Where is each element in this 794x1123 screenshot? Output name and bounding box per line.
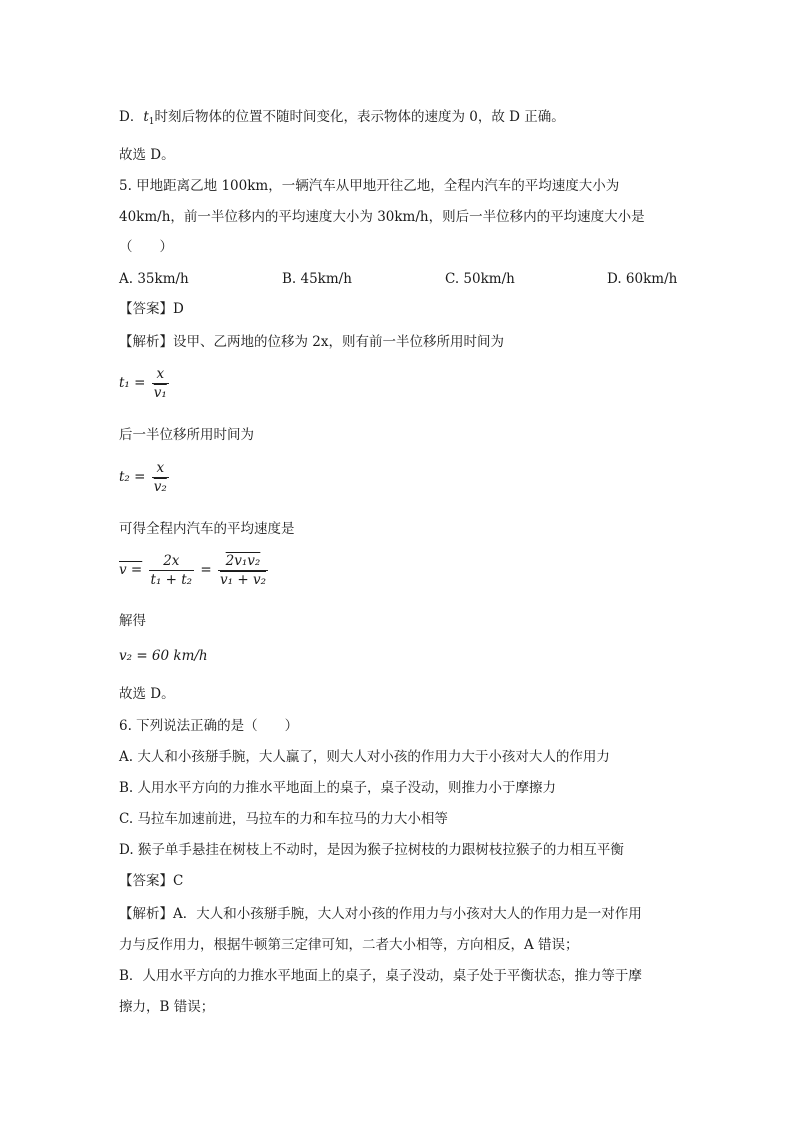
q5-stem-line1: 5. 甲地距离乙地 100km，一辆汽车从甲地开往乙地，全程内汽车的平均速度大小为 — [119, 178, 620, 194]
q5-text3: 可得全程内汽车的平均速度是 — [119, 521, 295, 537]
q6-analysis-a2: 力与反作用力，根据牛顿第三定律可知，二者大小相等，方向相反，A 错误； — [119, 937, 579, 953]
q5-analysis-line1: 【解析】设甲、乙两地的位移为 2x，则有前一半位移所用时间为 — [119, 334, 504, 350]
prev-option-d: D．$t_1$时刻后物体的位置不随时间变化，表示物体的速度为 0，故 D 正确。 — [119, 109, 565, 127]
q5-equation-3: v = $\frac{2x}{\text{t₁ + t₂}}$ = $\frac{\text{2v₁v₂}}{\text{v₁ + v₂}}$ — [119, 553, 266, 588]
q5-equation-2: t₂ = $\frac{x}{\text{v₂}}$ — [119, 460, 167, 495]
q6-analysis-a1: 【解析】A．大人和小孩掰手腕，大人对小孩的作用力与小孩对大人的作用力是一对作用 — [119, 906, 642, 922]
q6-answer — [119, 872, 183, 890]
q5-text4: 解得 — [119, 613, 146, 629]
q6-stem: 6. 下列说法正确的是（ ） — [119, 718, 299, 734]
q6-option-c: C. 马拉车加速前进，马拉车的力和车拉马的力大小相等 — [119, 811, 448, 827]
q5-equation-1: t₁ = $\frac{x}{\text{v₁}}$ — [119, 366, 167, 401]
q5-answer — [119, 300, 184, 318]
q5-option-a: A. 35km/h — [119, 271, 189, 287]
q5-paren: （ ） — [119, 239, 173, 255]
q6-analysis-b2: 擦力，B 错误； — [119, 999, 215, 1015]
q6-option-d: D. 猴子单手悬挂在树枝上不动时，是因为猴子拉树枝的力跟树枝拉猴子的力相互平衡 — [119, 842, 624, 858]
prev-conclusion: 故选 D。 — [119, 147, 175, 163]
q6-analysis-b1: B．人用水平方向的力推水平地面上的桌子，桌子没动，桌子处于平衡状态，推力等于摩 — [119, 968, 642, 984]
answer-tag: 【答案】 — [119, 873, 173, 889]
q5-equation-4: v₂ = 60 km/h — [119, 648, 208, 664]
q5-text2: 后一半位移所用时间为 — [119, 427, 254, 443]
analysis-tag: 【解析】 — [119, 334, 173, 350]
answer-value: C — [173, 873, 184, 889]
q5-option-b: B. 45km/h — [282, 271, 352, 287]
q5-option-d: D. 60km/h — [607, 271, 678, 287]
answer-tag: 【答案】 — [119, 301, 173, 317]
q6-option-b: B. 人用水平方向的力推水平地面上的桌子，桌子没动，则推力小于摩擦力 — [119, 780, 557, 796]
answer-value: D — [173, 301, 184, 317]
q6-option-a: A. 大人和小孩掰手腕，大人赢了，则大人对小孩的作用力大于小孩对大人的作用力 — [119, 749, 610, 765]
q5-option-c: C. 50km/h — [445, 271, 515, 287]
analysis-tag: 【解析】 — [119, 906, 173, 922]
q5-stem-line2: 40km/h，前一半位移内的平均速度大小为 30km/h，则后一半位移内的平均速度大小是 — [119, 209, 645, 225]
q5-conclusion: 故选 D。 — [119, 686, 175, 702]
